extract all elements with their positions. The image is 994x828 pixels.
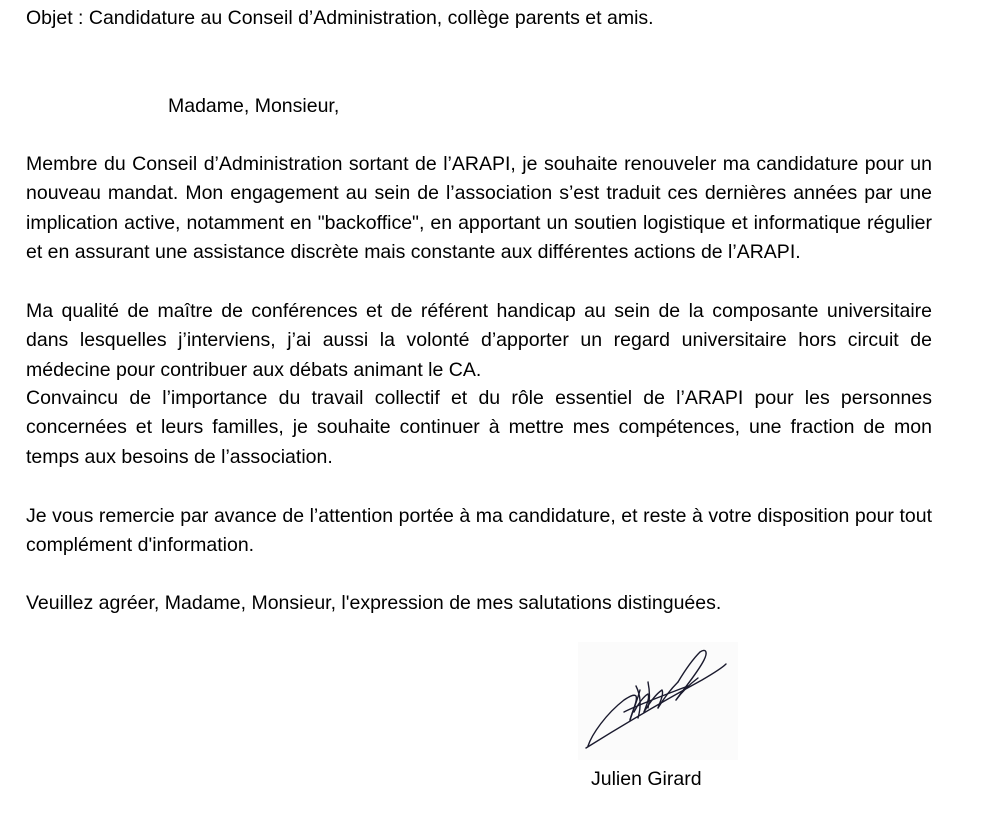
letter-paragraph-thanks: Je vous remercie par avance de l’attention portée à ma candidature, et reste à votre disposition pour tout complément d'information. xyxy=(26,505,932,557)
handwritten-signature xyxy=(578,642,738,760)
letter-paragraph-engagement: Membre du Conseil d’Administration sortant de l’ARAPI, je souhaite renouveler ma candidature pour un nouveau mandat. Mon engagement au sein de l’association s’est traduit ces dernières années par une implication active, notamment en "backoffice", en apportant un soutien logistique et informatique régulier et en assurant une assistance discrète mais constante aux différentes actions de l’ARAPI. xyxy=(26,153,932,264)
letter-paragraph-motivation: Convaincu de l’importance du travail collectif et du rôle essentiel de l’ARAPI pour les personnes concernées et leurs familles, je souhaite continuer à mettre mes compétences, une fraction de mon temps aux besoins de l’association. xyxy=(26,387,932,468)
signer-name: Julien Girard xyxy=(591,768,702,790)
letter-subject: Objet : Candidature au Conseil d’Administration, collège parents et amis. xyxy=(26,7,654,29)
letter-closing: Veuillez agréer, Madame, Monsieur, l'expression de mes salutations distinguées. xyxy=(26,592,722,614)
letter-greeting: Madame, Monsieur, xyxy=(168,95,340,117)
letter-paragraph-qualification: Ma qualité de maître de conférences et de référent handicap au sein de la composante universitaire dans lesquelles j’interviens, j’ai aussi la volonté d’apporter un regard universitaire hors circuit de médecine pour contribuer aux débats animant le CA. xyxy=(26,300,932,381)
signature-icon xyxy=(578,642,738,760)
